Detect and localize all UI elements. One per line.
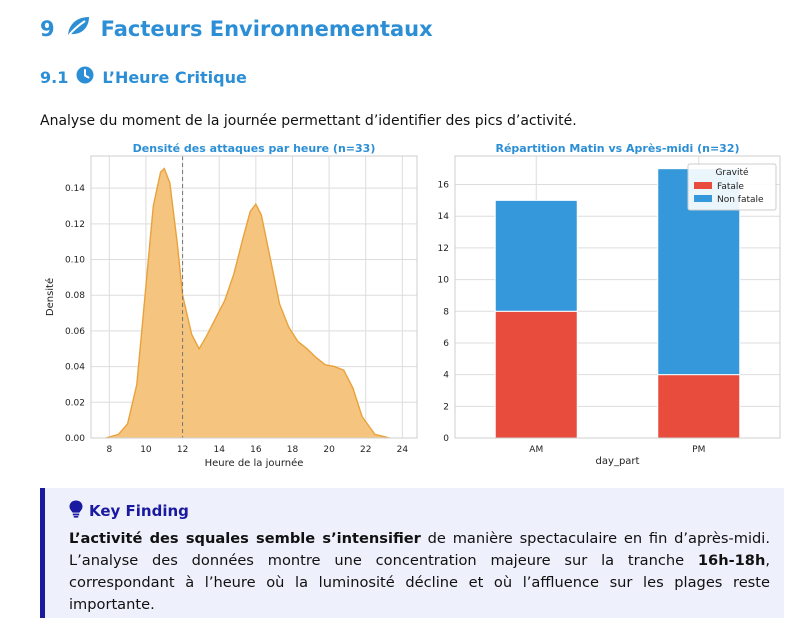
chart-title: Répartition Matin vs Après-midi (n=32) [495,142,740,155]
clock-icon [76,66,94,88]
chart-title: Densité des attaques par heure (n=33) [132,142,376,155]
x-tick-label: 16 [250,445,262,455]
y-tick-label: 0.08 [64,291,85,302]
x-axis-label: day_part [595,456,640,467]
lightbulb-icon [69,500,83,522]
y-tick-label: 4 [443,370,449,381]
y-tick-label: 2 [443,402,449,413]
x-tick-label: 10 [140,445,152,455]
key-finding-label: Key Finding [89,502,189,520]
section-number: 9 [40,16,55,41]
x-tick-label: PM [692,445,706,455]
x-tick-label: 22 [359,445,372,455]
y-tick-label: 0.02 [64,398,85,409]
y-tick-label: 0.14 [64,184,85,195]
subsection-number: 9.1 [40,67,69,87]
y-tick-label: 0.12 [64,219,85,230]
finding-text-2: , correspondant à l’heure où la luminosité décline et où l’affluence sur les plages reste importante. [69,552,770,613]
finding-bold-range: 16h-18h [697,552,766,569]
y-tick-label: 0.10 [64,255,85,266]
legend-swatch [694,195,712,202]
key-finding-title [69,500,770,522]
x-axis-label: Heure de la journée [204,458,304,469]
legend-title: Gravité [715,168,749,178]
y-tick-label: 16 [437,180,449,191]
y-tick-label: 0 [443,434,449,444]
section-title: Facteurs Environnementaux [100,16,433,41]
y-tick-label: 14 [437,212,449,223]
y-axis-label: Densité [45,277,56,317]
x-tick-label: 12 [176,445,189,455]
x-tick-label: AM [529,445,544,455]
subsection-title: L’Heure Critique [102,67,247,87]
y-tick-label: 6 [443,338,449,349]
y-tick-label: 12 [437,243,449,254]
y-tick-label: 8 [443,307,449,318]
bar-fatale [495,311,577,438]
x-tick-label: 20 [323,445,335,455]
key-finding-box [40,488,784,618]
x-tick-label: 18 [286,445,299,455]
stacked-bar-chart [420,140,790,475]
bar-non-fatale [495,200,577,311]
y-tick-label: 10 [437,275,449,286]
x-tick-label: 8 [106,445,113,455]
bar-fatale [658,375,740,438]
intro-text: Analyse du moment de la journée permettant d’identifier des pics d’activité. [40,113,577,129]
legend-label: Fatale [717,182,744,192]
y-tick-label: 0.04 [64,362,85,373]
y-tick-label: 0.06 [64,326,85,337]
subsection-heading [40,66,247,88]
x-tick-label: 24 [396,445,409,455]
x-tick-label: 14 [213,445,225,455]
finding-text-1: de manière spectaculaire en fin d’après-midi. L’analyse des données montre une concentration majeure sur la tranche [69,530,770,569]
density-area [106,169,390,439]
key-finding-text [69,528,770,616]
section-heading [40,14,433,43]
y-tick-label: 0.00 [64,434,85,444]
finding-bold-lead: L’activité des squales semble s’intensifier [69,530,421,547]
legend-swatch [694,182,712,189]
density-chart [40,140,420,475]
leaf-icon [65,14,91,43]
legend-label: Non fatale [717,195,764,205]
